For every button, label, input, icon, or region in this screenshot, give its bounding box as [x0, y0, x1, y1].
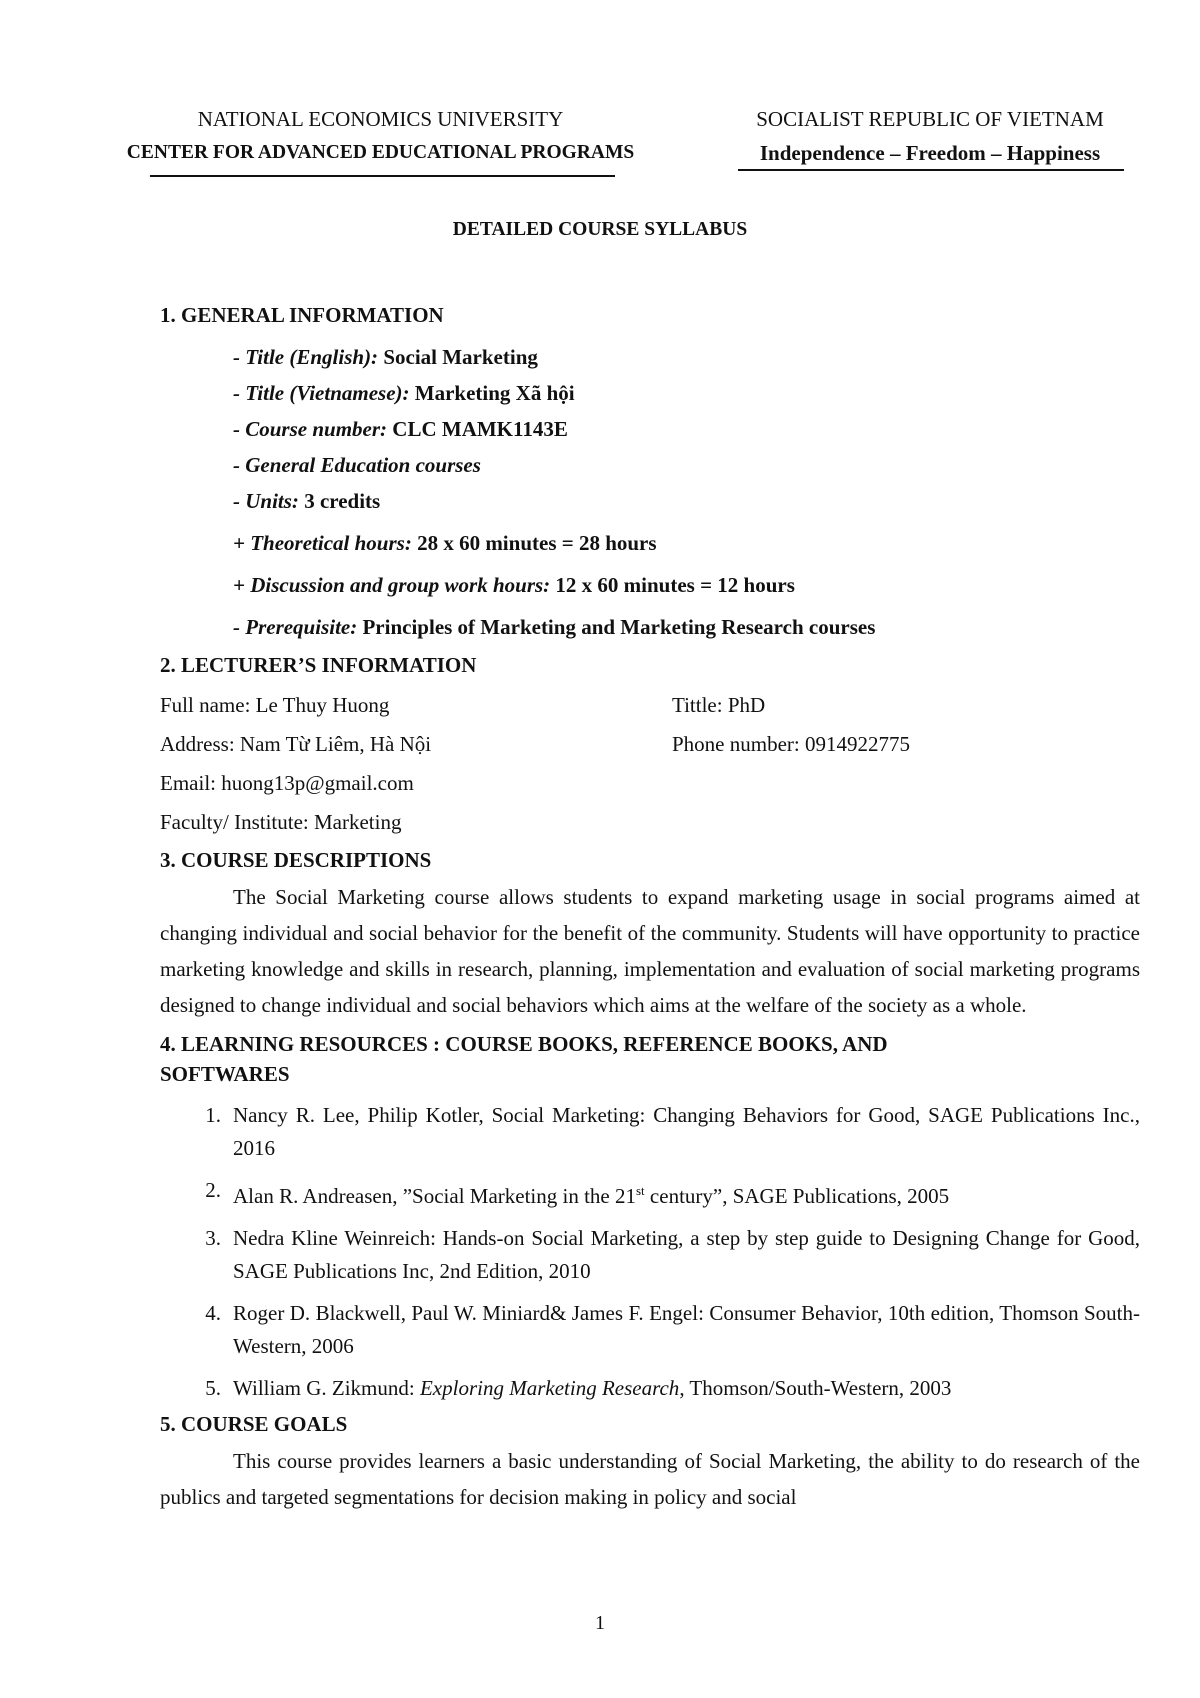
general-item: - Title (Vietnamese): Marketing Xã hội	[233, 381, 575, 405]
lecturer-email: Email: huong13p@gmail.com	[160, 771, 414, 795]
university-name: NATIONAL ECONOMICS UNIVERSITY	[197, 107, 564, 131]
center-name: CENTER FOR ADVANCED EDUCATIONAL PROGRAMS	[126, 142, 635, 163]
reference-list	[160, 1099, 1140, 1405]
document-title: DETAILED COURSE SYLLABUS	[452, 219, 748, 240]
header-right-rule	[738, 169, 1124, 171]
general-item: - Units: 3 credits	[233, 489, 381, 513]
lecturer-row	[160, 768, 1140, 798]
page-number: 1	[595, 1612, 605, 1634]
motto: Independence – Freedom – Happiness	[759, 141, 1101, 165]
lecturer-row	[160, 807, 1140, 837]
lecturer-name: Full name: Le Thuy Huong	[160, 693, 390, 717]
section-descriptions-heading: 3. COURSE DESCRIPTIONS	[160, 848, 432, 872]
section-lecturer-heading: 2. LECTURER’S INFORMATION	[160, 653, 477, 677]
general-item: + Discussion and group work hours: 12 x 60 minutes = 12 hours	[233, 573, 795, 597]
reference-item: 4. Roger D. Blackwell, Paul W. Miniard& James F. Engel: Consumer Behavior, 10th edition, Thomson South-Western, 2006	[205, 1301, 1140, 1358]
reference-item: 5. William G. Zikmund: Exploring Marketing Research, Thomson/South-Western, 2003	[205, 1376, 952, 1400]
document-header	[0, 106, 1200, 186]
lecturer-row	[160, 729, 1140, 759]
course-goals-text: This course provides learners a basic understanding of Social Marketing, the ability to do research of the publics and targeted segmentations for decision making in policy and social	[160, 1449, 1140, 1509]
lecturer-title: Tittle: PhD	[672, 693, 766, 717]
lecturer-row	[160, 690, 1140, 720]
header-left	[88, 106, 673, 166]
lecturer-faculty: Faculty/ Institute: Marketing	[160, 810, 402, 834]
header-right	[730, 106, 1130, 166]
reference-item: 3. Nedra Kline Weinreich: Hands-on Social Marketing, a step by step guide to Designing Change for Good, SAGE Publications Inc, 2nd Edition, 2010	[205, 1226, 1140, 1283]
section-general-heading: 1. GENERAL INFORMATION	[160, 303, 444, 327]
header-left-rule	[150, 175, 615, 177]
section-resources-heading: 4. LEARNING RESOURCES : COURSE BOOKS, REFERENCE BOOKS, AND SOFTWARES	[160, 1032, 888, 1086]
lecturer-address: Address: Nam Từ Liêm, Hà Nội	[160, 732, 432, 756]
general-item: + Theoretical hours: 28 x 60 minutes = 28 hours	[233, 531, 657, 555]
document-body	[160, 300, 1140, 1515]
country-name: SOCIALIST REPUBLIC OF VIETNAM	[756, 107, 1104, 131]
general-item: - Course number: CLC MAMK1143E	[233, 417, 568, 441]
general-item: - Title (English): Social Marketing	[233, 345, 538, 369]
general-info-list	[160, 342, 1140, 642]
general-item: - General Education courses	[233, 453, 481, 477]
general-item: - Prerequisite: Principles of Marketing and Marketing Research courses	[233, 615, 876, 639]
reference-item: 2. Alan R. Andreasen, ”Social Marketing in the 21st century”, SAGE Publications, 2005	[205, 1178, 950, 1208]
section-goals-heading: 5. COURSE GOALS	[160, 1412, 348, 1436]
reference-item: 1. Nancy R. Lee, Philip Kotler, Social Marketing: Changing Behaviors for Good, SAGE Publications Inc., 2016	[205, 1103, 1140, 1160]
course-description-text: The Social Marketing course allows students to expand marketing usage in social programs aimed at changing individual and social behavior for the benefit of the community. Students will have opportunity to practice marketing knowledge and skills in research, planning, implementation and evaluation of social marketing programs designed to change individual and social behaviors which aims at the welfare of the society as a whole.	[160, 885, 1140, 1017]
lecturer-phone: Phone number: 0914922775	[672, 732, 910, 756]
